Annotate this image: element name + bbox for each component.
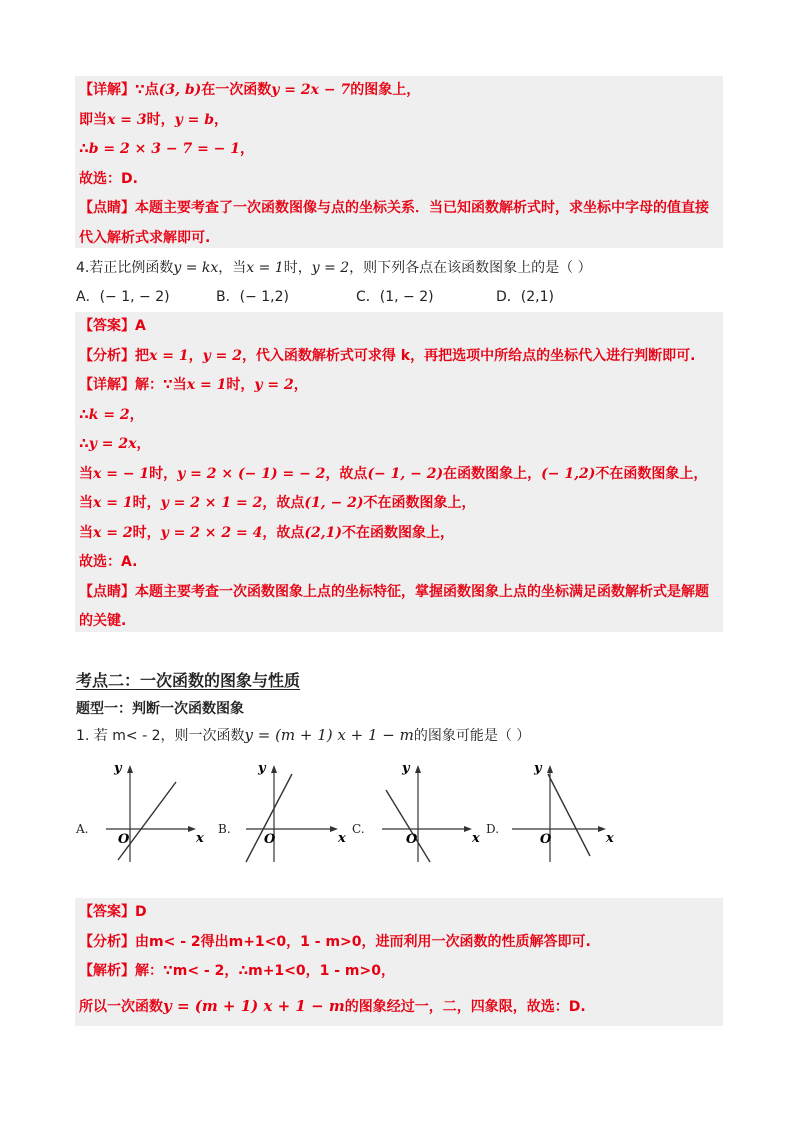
x-axis-arrow bbox=[330, 826, 338, 832]
answer-line: 【答案】D bbox=[79, 904, 147, 920]
question-4-stem: 4.若正比例函数y = kx，当x = 1时，y = 2，则下列各点在该函数图象上的是（ ） bbox=[76, 260, 592, 276]
note-line: 【点睛】本题主要考查了一次函数图像与点的坐标关系．当已知函数解析式时，求坐标中字母的值直接 bbox=[79, 200, 709, 216]
choose-line: 故选：A. bbox=[79, 554, 138, 570]
x-axis-arrow bbox=[464, 826, 472, 832]
y-axis-arrow bbox=[271, 765, 277, 773]
choose-line: 故选：D. bbox=[79, 170, 138, 187]
detail-line: 【详解】解：∵当x = 1时，y = 2， bbox=[79, 377, 308, 393]
question-1-stem: 1. 若 m< - 2，则一次函数y = (m + 1) x + 1 − m的图象可能是（ ） bbox=[76, 726, 531, 744]
analysis-line: 【分析】把x = 1，y = 2，代入函数解析式可求得 k，再把选项中所给点的坐标代入进行判断即可. bbox=[79, 347, 696, 364]
origin-label: O bbox=[406, 832, 418, 847]
solution-line: 【解析】解：∵m< - 2，∴m+1<0，1 - m>0， bbox=[79, 963, 395, 979]
x-axis-arrow bbox=[598, 826, 606, 832]
conclusion-line: 所以一次函数y = (m + 1) x + 1 − m的图象经过一，二，四象限，故选：D. bbox=[79, 996, 586, 1015]
case-line-3: 当x = 2时，y = 2 × 2 = 4，故点(2,1)不在函数图象上， bbox=[79, 524, 454, 541]
section-subtitle: 题型一：判断一次函数图象 bbox=[76, 701, 244, 717]
function-line bbox=[246, 774, 292, 862]
graph-c-svg bbox=[372, 762, 480, 872]
graph-option-a: A. y O x bbox=[76, 762, 204, 872]
case-line-2: 当x = 1时，y = 2 × 1 = 2，故点(1, − 2)不在函数图象上， bbox=[79, 495, 476, 511]
option-graphs bbox=[76, 762, 614, 872]
option-a: A．(− 1, − 2) bbox=[76, 289, 170, 305]
x-label: x bbox=[338, 831, 346, 846]
option-c: C．(1, − 2) bbox=[356, 289, 434, 305]
solution-box-q4 bbox=[75, 312, 723, 632]
note-line: 【点睛】本题主要考查一次函数图象上点的坐标特征，掌握函数图象上点的坐标满足函数解析式是解题 bbox=[79, 583, 709, 600]
k-line: ∴k = 2， bbox=[79, 406, 144, 423]
section-title: 考点二：一次函数的图象与性质 bbox=[76, 671, 301, 690]
function-line bbox=[548, 774, 590, 856]
graph-a-svg bbox=[96, 762, 204, 872]
y-label: y bbox=[402, 762, 410, 776]
note-line-2: 代入解析式求解即可. bbox=[79, 229, 211, 246]
x-axis-arrow bbox=[188, 826, 196, 832]
function-line bbox=[118, 782, 176, 860]
graph-option-c: C. y O x bbox=[352, 762, 480, 872]
solution-box-q1 bbox=[75, 898, 723, 1026]
y-axis-arrow bbox=[127, 765, 133, 773]
analysis-line: 【分析】由m< - 2得出m+1<0，1 - m>0，进而利用一次函数的性质解答即可. bbox=[79, 933, 591, 950]
origin-label: O bbox=[264, 832, 276, 847]
x-label: x bbox=[606, 831, 614, 846]
graph-option-b: B. y O x bbox=[218, 762, 346, 872]
question-4-options bbox=[76, 286, 676, 308]
x-label: x bbox=[472, 831, 480, 846]
origin-label: O bbox=[540, 832, 552, 847]
note-line-2: 的关键. bbox=[79, 613, 127, 629]
detail-line-3: ∴b = 2 × 3 − 7 = − 1， bbox=[79, 141, 255, 157]
y-label: y bbox=[534, 762, 542, 776]
answer-line: 【答案】A bbox=[79, 318, 146, 334]
case-line-1: 当x = − 1时，y = 2 × (− 1) = − 2，故点(− 1, − 2)在函数图象上，(− 1,2)不在函数图象上， bbox=[79, 465, 708, 482]
y-axis-arrow bbox=[415, 765, 421, 773]
solution-box-previous bbox=[75, 76, 723, 248]
graph-option-d: D. y O x bbox=[486, 762, 614, 872]
option-b: B．(− 1,2) bbox=[216, 289, 289, 305]
detail-line: 【详解】∵点(3, b)在一次函数y = 2x − 7的图象上， bbox=[79, 82, 421, 98]
y-label: y bbox=[258, 762, 266, 776]
function-line: ∴y = 2x， bbox=[79, 436, 151, 452]
graph-d-svg bbox=[506, 762, 614, 872]
function-line bbox=[386, 790, 430, 862]
x-label: x bbox=[196, 831, 204, 846]
option-d: D．(2,1) bbox=[496, 289, 554, 305]
y-label: y bbox=[114, 762, 122, 776]
detail-line-2: 即当x = 3时，y = b， bbox=[79, 111, 228, 128]
y-axis-arrow bbox=[547, 765, 553, 773]
origin-label: O bbox=[118, 832, 130, 847]
graph-b-svg bbox=[238, 762, 346, 872]
